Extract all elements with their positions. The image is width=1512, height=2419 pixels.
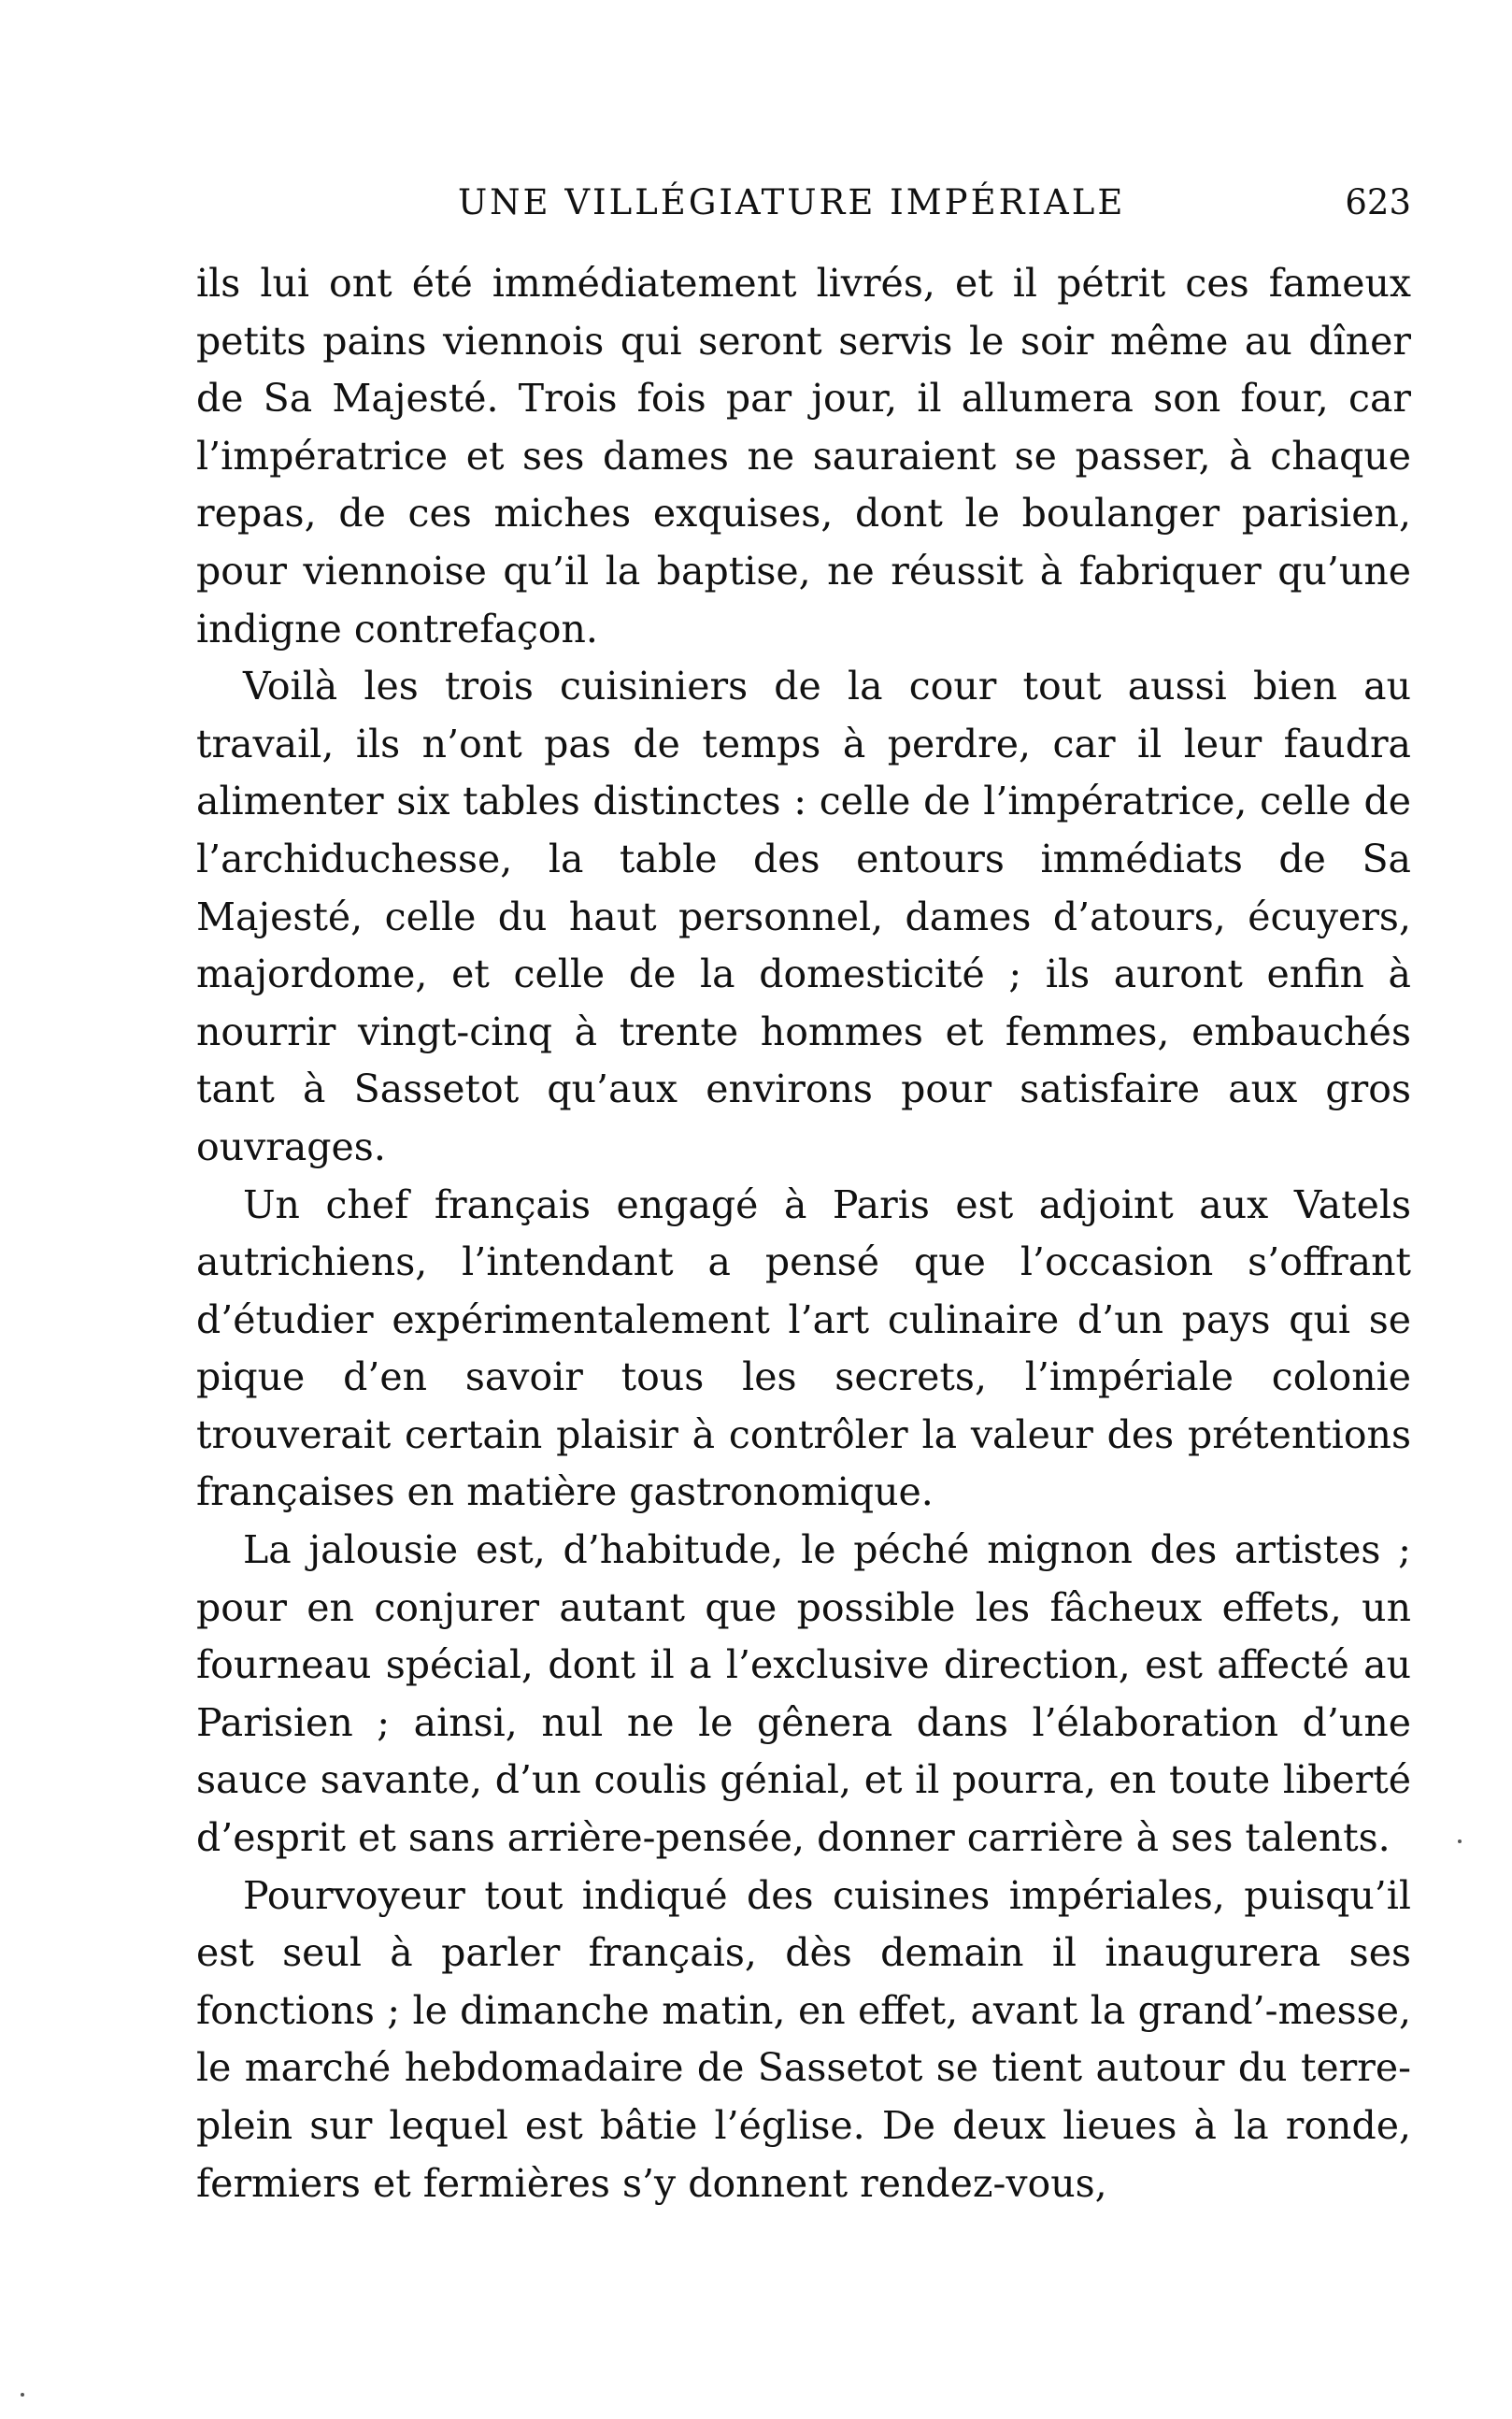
body-text <box>196 255 1411 2212</box>
running-title: UNE VILLÉGIATURE IMPÉRIALE <box>458 182 1126 222</box>
paragraph: La jalousie est, d’habitude, le péché mignon des artistes ; pour en conjurer autant que possible les fâcheux effets, un fourneau spécial, dont il a l’exclusive direction, est affecté au Parisien ; ainsi, nul ne le gênera dans l’élaboration d’une sauce savante, d’un coulis génial, et il pourra, en toute liberté d’esprit et sans arrière-pensée, donner carrière à ses talents. <box>196 1527 1411 1861</box>
scan-speck <box>21 2393 24 2397</box>
paragraph: Un chef français engagé à Paris est adjoint aux Vatels autrichiens, l’intendant a pensé que l’occasion s’offrant d’étudier expérimentalement l’art culinaire d’un pays qui se pique d’en savoir tous les secrets, l’impériale colonie trouverait certain plaisir à contrôler la valeur des prétentions françaises en matière gastronomique. <box>196 1181 1411 1515</box>
paragraph: Pourvoyeur tout indiqué des cuisines impériales, puisqu’il est seul à parler français, dès demain il inaugurera ses fonctions ; le dimanche matin, en effet, avant la grand’-messe, le marché hebdomadaire de Sassetot se tient autour du terre-plein sur lequel est bâtie l’église. De deux lieues à la ronde, fermiers et fermières s’y donnent rendez-vous, <box>196 1872 1411 2206</box>
page-number: 623 <box>1345 182 1411 222</box>
running-head <box>206 182 1411 238</box>
paragraph-continued: ils lui ont été immédiatement livrés, et il pétrit ces fameux petits pains viennois qui seront servis le soir même au dîner de Sa Majesté. Trois fois par jour, il allumera son four, car l’impératrice et ses dames ne sauraient se passer, à chaque repas, de ces miches exquises, dont le boulanger parisien, pour viennoise qu’il la baptise, ne réussit à fabriquer qu’une indigne contrefaçon. <box>196 261 1411 651</box>
scan-speck <box>1458 1839 1462 1843</box>
paragraph: Voilà les trois cuisiniers de la cour tout aussi bien au travail, ils n’ont pas de temps à perdre, car il leur faudra alimenter six tables distinctes : celle de l’impératrice, celle de l’archiduchesse, la table des entours immédiats de Sa Majesté, celle du haut personnel, dames d’atours, écuyers, majordome, et celle de la domesticité ; ils auront enfin à nourrir vingt-cinq à trente hommes et femmes, embauchés tant à Sassetot qu’aux environs pour satisfaire aux gros ouvrages. <box>196 664 1411 1169</box>
